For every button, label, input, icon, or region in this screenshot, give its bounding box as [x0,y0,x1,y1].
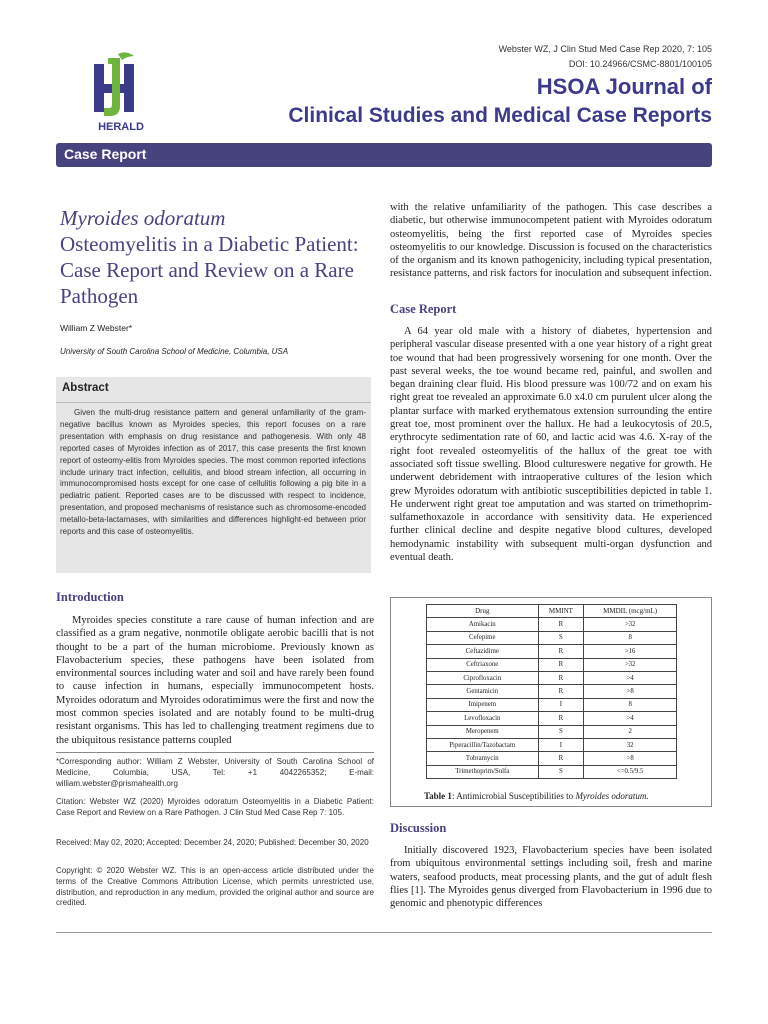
table-cell-mmint: I [538,738,584,751]
table-cell-mmdil: 2 [584,725,677,738]
table-cell-mmint: R [538,671,584,684]
corresponding-author-note: *Corresponding author: William Z Webster, University of South Carolina School of Medicine, Columbia, USA, Tel: +1 4042265352; E-mail: william.webster@prismahealth.org [56,757,374,788]
abstract-divider [56,402,371,403]
table-cell-mmdil: 32 [584,738,677,751]
dates-note: Received: May 02, 2020; Accepted: December 24, 2020; Published: December 30, 2020 [56,838,369,847]
table-cell-mmdil: 8 [584,698,677,711]
table-cell-drug: Meropenem [427,725,539,738]
introduction-heading: Introduction [56,590,124,604]
table-cell-mmdil: >32 [584,658,677,671]
table-row [427,725,677,738]
table-cell-mmint: R [538,645,584,658]
abstract-heading: Abstract [62,382,109,394]
intro-continued-text: with the relative unfamiliarity of the pathogen. This case describes a diabetic, but otherwise immunocompetent patient with Myroides odoratum osteomyelitis, being the first reported case of Myroides species osteomyelitis to our knowledge. Discussion is focused on the characteristics of the organism and its known pathogenicity, including typical presentation, resistance patterns, and risk factors for inoculation and subsequent infection. [390,202,712,280]
table-row [427,631,677,644]
logo-text: HERALD [98,121,144,133]
table-cell-drug: Tobramycin [427,752,539,765]
table-row [427,658,677,671]
table-cell-mmint: S [538,765,584,778]
table-cell-mmint: R [538,752,584,765]
copyright-note: Copyright: © 2020 Webster WZ. This is an open-access article distributed under the terms of the Creative Commons Attribution License, which permits unrestricted use, distribution, and reproduction in any medium, provided the original author and source are credited. [56,866,374,908]
table-row [427,752,677,765]
discussion-heading: Discussion [390,821,447,835]
abstract-text: Given the multi-drug resistance pattern and general unfamiliarity of the gram-negative bacillus known as Myroides species, this report focuses on a rare presentation with emphasis on drug resistance and pathogenesis. With only 48 reported cases of Myroides infection as of 2017, this case presents the first known report of osteomy-elitis from Myroides species. The most common reported infections include urinary tract infection, cellulitis, and blood stream infection, all occurring in immunocompromised hosts except for one case of cellulitis following a pig bite in a pediatric patient. Reported cases are to be discussed with respect to incidence, presentation, and proposed mechanisms of resistance such as chromosome-encoded metallo-beta-lactamases, with similarities and differences highlight-ed between prior reports and this case of osteomyelitis. [60,408,366,537]
table-cell-mmdil: >32 [584,618,677,631]
table-caption-label: Table 1 [424,791,452,801]
table-cell-drug: Imipenem [427,698,539,711]
table-cell-mmdil: >8 [584,685,677,698]
article-title-organism: Myroides odoratum [60,206,226,230]
table-cell-mmint: R [538,618,584,631]
table-cell-drug: Ceftriaxone [427,658,539,671]
table-cell-mmint: R [538,658,584,671]
table-row [427,685,677,698]
table-row [427,712,677,725]
abstract-box [56,377,371,573]
table-header-drug: Drug [427,605,539,618]
footnote-divider [56,752,374,753]
table-row [427,765,677,778]
table-row [427,698,677,711]
case-report-heading: Case Report [390,302,457,316]
table-header-mmdil: MMDIL (mcg/mL) [584,605,677,618]
table-cell-drug: Gentamicin [427,685,539,698]
table-cell-drug: Ciprofloxacin [427,671,539,684]
table-cell-mmint: I [538,698,584,711]
page-bottom-divider [56,932,712,933]
article-type-banner [56,143,712,167]
table-row [427,671,677,684]
table-cell-mmdil: >16 [584,645,677,658]
table-caption [424,791,649,801]
table-row [427,645,677,658]
article-title [60,205,360,309]
table-cell-drug: Cefepime [427,631,539,644]
article-type-label: Case Report [64,146,147,162]
table-caption-text: : Antimicrobial Susceptibilities to [451,791,576,801]
table-row [427,738,677,751]
table-cell-mmdil: <=0.5/9.5 [584,765,677,778]
article-title-rest: Osteomyelitis in a Diabetic Patient: Case Report and Review on a Rare Pathogen [60,232,359,308]
table-cell-drug: Trimethoprim/Sulfa [427,765,539,778]
doi: DOI: 10.24966/CSMC-8801/100105 [568,59,712,69]
table-cell-drug: Ceftazidime [427,645,539,658]
table-header-row [427,605,677,618]
citation-header: Webster WZ, J Clin Stud Med Case Rep 2020, 7: 105 [498,44,712,54]
journal-title: HSOA Journal of [536,74,712,99]
discussion-text: Initially discovered 1923, Flavobacterium species have been isolated from ubiquitous environmental settings including soil, fresh and marine waters, seafood products, meat processing plants, and the gut of adult flesh flies [1]. The Myroides genus diverged from Flavobacterium in 1996 due to genomic and phenotypic differences [390,845,712,910]
table-cell-drug: Piperacillin/Tazobactam [427,738,539,751]
table-cell-drug: Levofloxacin [427,712,539,725]
herald-logo [88,50,154,134]
citation-note: Citation: Webster WZ (2020) Myroides odoratum Osteomyelitis in a Diabetic Patient: Case Report and Review on a Rare Pathogen. J Clin Stud Med Case Rep 7: 105. [56,797,374,817]
table-cell-mmdil: >4 [584,712,677,725]
table-cell-mmdil: >4 [584,671,677,684]
table-caption-organism: Myroides odoratum. [575,791,649,801]
table-cell-drug: Amikacin [427,618,539,631]
author: William Z Webster* [60,323,133,333]
table-cell-mmint: R [538,712,584,725]
affiliation: University of South Carolina School of Medicine, Columbia, USA [60,347,289,356]
table-cell-mmdil: >8 [584,752,677,765]
table-cell-mmdil: 8 [584,631,677,644]
introduction-text: Myroides species constitute a rare cause of human infection and are classified as a gram negative, nonmotile obligate aerobic bacilli that is not thought to be a part of the human microbiome. Previously known as Flavobacterium species, these pathogens have been isolated from environmental sources including water and soil and have rarely been found to cause infection in humans, especially immunocompetent hosts. Myroides odoratum and Myroides odoratimimus were the first and now the most common species isolated and are notably found to be multi-drug resistant organisms. This has led to challenging treatment regimens due to the ubiquitous resistance patterns coupled [56,615,374,746]
journal-subtitle: Clinical Studies and Medical Case Reports [288,104,712,127]
case-report-text: A 64 year old male with a history of diabetes, hypertension and peripheral vascular disease presented with a one year history of a right great toe wound that had been progressively worsening for one month. Over the past several weeks, the toe wound became red, painful, and swollen and began draining clear fluid. His blood pressure was 100/72 and on exam his right great toe revealed an approximate 6.0 x4.0 cm purulent ulcer along the plantar surface with marked erythematous extension surrounding the entire great toe, most prominent over the hallux. He had a leukocytosis of 20.5, erythrocyte sedimentation rate of 60, and lactic acid was 4.6. X-ray of the right foot revealed osteomyelitis of the hallux of the great toe with associated soft tissue swelling. Blood cultureswere negative for growth. He underwent debridement with intraoperative cultures of the lesion which grew Myroides odoratum with antibiotic susceptibilities depicted in table 1. He underwent right great toe amputation and was started on trimethoprim-sulfamethoxazole in accordance with sensitivity data. He experienced further clinical decline and despite negative blood cultures, developed hemodynamic instability with subsequent multi-organ dysfunction and eventual death. [390,326,712,564]
table-cell-mmint: S [538,631,584,644]
table-row [427,618,677,631]
table-cell-mmint: S [538,725,584,738]
table-header-mmint: MMINT [538,605,584,618]
susceptibility-table [426,604,677,779]
table-cell-mmint: R [538,685,584,698]
